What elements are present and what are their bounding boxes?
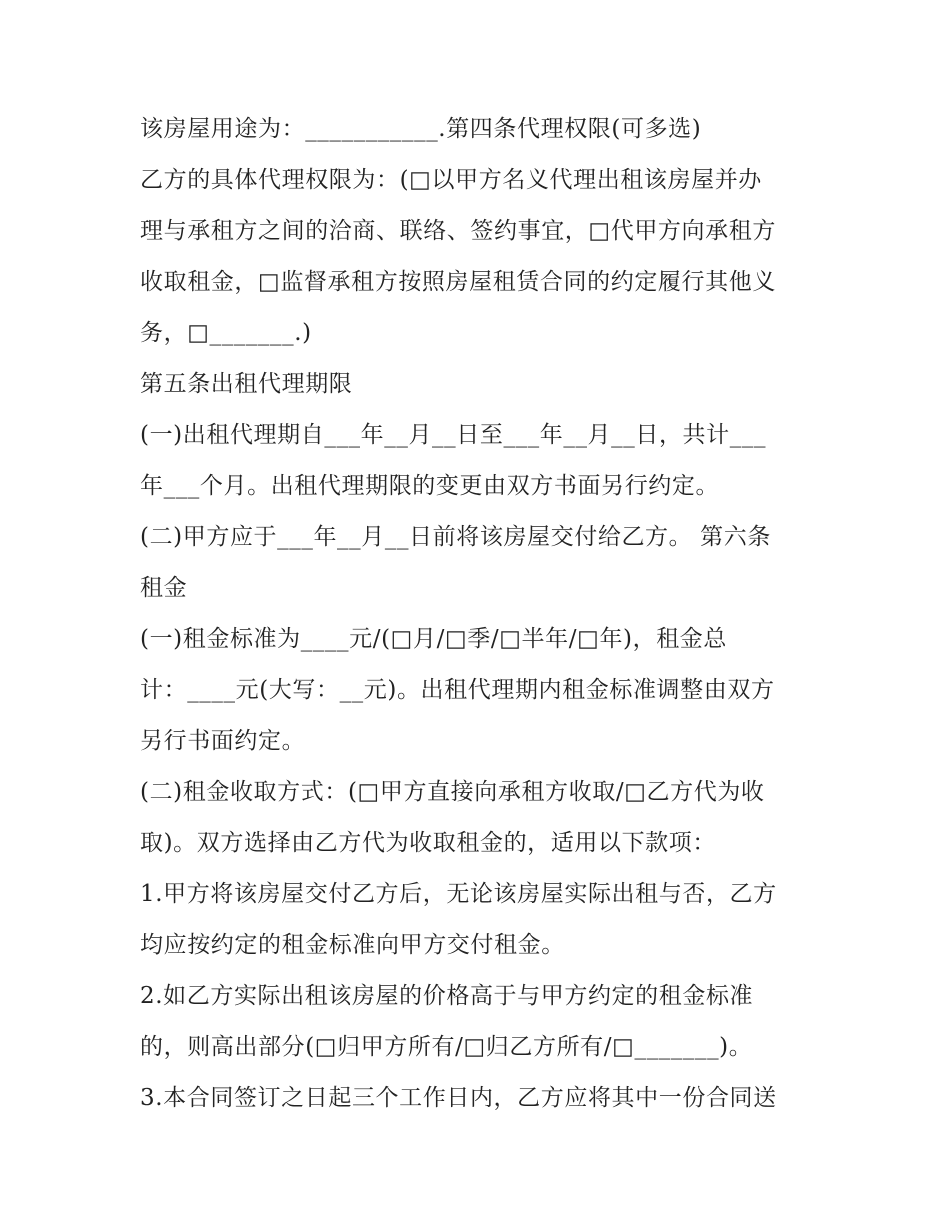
text-line: 计：____元(大写：__元)。出租代理期内租金标准调整由双方 [140,677,775,703]
text-line: 乙方的具体代理权限为：(□以甲方名义代理出租该房屋并办 [140,167,762,193]
text-line: (一)出租代理期自___年__月__日至___年__月__日，共计___ [140,422,767,448]
text-line: 该房屋用途为：___________.第四条代理权限(可多选) [140,116,702,142]
section-heading: 第五条出租代理期限 [140,371,353,397]
document-body [140,104,820,1124]
text-line: 务，□_______.) [140,320,312,346]
text-line: (一)租金标准为____元/(□月/□季/□半年/□年)，租金总 [140,626,728,652]
text-line: 2.如乙方实际出租该房屋的价格高于与甲方约定的租金标准 [140,983,754,1009]
text-line: 3.本合同签订之日起三个工作日内，乙方应将其中一份合同送 [140,1085,777,1111]
text-line: (二)甲方应于___年__月__日前将该房屋交付给乙方。 第六条 [140,524,771,550]
text-line: 另行书面约定。 [140,728,306,754]
text-line: 收取租金，□监督承租方按照房屋租赁合同的约定履行其他义 [140,269,776,295]
text-line: 均应按约定的租金标准向甲方交付租金。 [140,932,565,958]
text-line: 的，则高出部分(□归甲方所有/□归乙方所有/□_______)。 [140,1034,753,1060]
text-line: 取)。双方选择由乙方代为收取租金的，适用以下款项： [140,830,716,856]
text-line: 年___个月。出租代理期限的变更由双方书面另行约定。 [140,473,720,499]
text-line: (二)租金收取方式：(□甲方直接向承租方收取/□乙方代为收 [140,779,765,805]
text-line: 1.甲方将该房屋交付乙方后，无论该房屋实际出租与否，乙方 [140,881,777,907]
text-line: 理与承租方之间的洽商、联络、签约事宜，□代甲方向承租方 [140,218,776,244]
text-line: 租金 [140,575,188,601]
